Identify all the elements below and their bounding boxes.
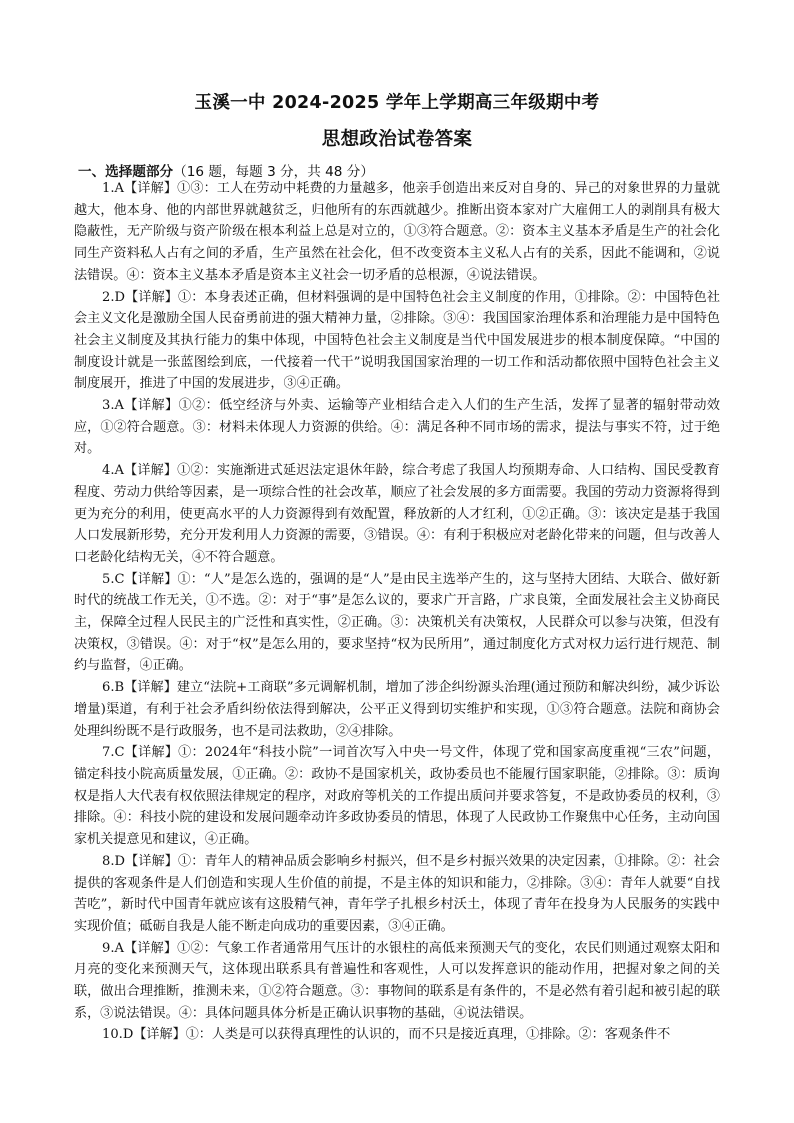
answer-item xyxy=(74,569,720,678)
answer-explanation: 【详解】①：“人”是怎么选的，强调的是“人”是由民主选举产生的，这与坚持大团结、大联合、做好新时代的统战工作无关，①不选。②：对于“事”是怎么议的，要求广开言路，广求良策，全面发展社会主义协商民主，保障全过程人民民主的广泛性和真实性，②正确。③：决策机关有决策权，人民群众可以参与决策，但没有决策权，③错误。④：对于“权”是怎么用的，要求坚持“权为民所用”，通过制度化方式对权力运行进行规范、制约与监督，④正确。 xyxy=(74,571,720,674)
answer-explanation: 【详解】①③：工人在劳动中耗费的力量越多，他亲手创造出来反对自身的、异己的对象世界的力量就越大，他本身、他的内部世界就越贫乏，归他所有的东西就越少。推断出资本家对广大雇佣工人的剥削具有极大隐蔽性，无产阶级与资产阶级在根本利益上总是对立的，①③符合题意。②：资本主义基本矛盾是生产的社会化同生产资料私人占有之间的矛盾，生产虽然在社会化，但不改变资本主义私人占有的关系，因此不能调和，②说法错误。④：资本主义基本矛盾是资本主义社会一切矛盾的总根源，④说法错误。 xyxy=(74,181,720,283)
answer-explanation: 【详解】①：人类是可以获得真理性的认识的，而不只是接近真理，①排除。②：客观条件不 xyxy=(133,1027,671,1043)
document-subtitle: 思想政治试卷答案 xyxy=(321,129,473,150)
answer-explanation: 【详解】建立“法院+工商联”多元调解机制，增加了涉企纠纷源头治理(通过预防和解决纠纷，减少诉讼增量)渠道，有利于社会矛盾纠纷依法得到解决，公平正义得到切实维护和实现，①③符合题意。法院和商协会处理纠纷既不是行政服务，也不是司法救助，②④排除。 xyxy=(74,680,720,739)
answer-number: 2.D xyxy=(102,289,125,305)
answer-item xyxy=(74,1024,720,1046)
answer-explanation: 【详解】①：本身表述正确，但材料强调的是中国特色社会主义制度的作用，①排除。②：中国特色社会主义文化是激励全国人民奋勇前进的强大精神力量，②排除。③④：我国国家治理体系和治理能力是中国特色社会主义制度及其执行能力的集中体现，中国特色社会主义制度是当代中国发展进步的根本制度保障。“中国的制度设计就是一张蓝图绘到底，一代接着一代干”说明我国国家治理的一切工作和活动都依照中国特色社会主义制度展开，推进了中国的发展进步，③④正确。 xyxy=(74,289,720,392)
answer-item xyxy=(74,677,720,742)
answer-item xyxy=(74,178,720,287)
answer-explanation: 【详解】①②：实施渐进式延迟法定退休年龄，综合考虑了我国人均预期寿命、人口结构、国民受教育程度、劳动力供给等因素，是一项综合性的社会改革，顺应了社会发展的多方面需要。我国的劳动力资源将得到更为充分的利用，使更高水平的人力资源得到有效配置，释放新的人才红利，①②正确。③：该决定是基于我国人口发展新形势，充分开发利用人力资源的需要，③错误。④：有利于积极应对老龄化带来的问题，但与改善人口老龄化结构无关，④不符合题意。 xyxy=(74,463,720,565)
answer-number: 8.D xyxy=(102,853,125,869)
answer-item xyxy=(74,395,720,460)
answer-item xyxy=(74,851,720,938)
section-scoring-note: （16 题，每题 3 分，共 48 分） xyxy=(173,164,374,180)
answer-explanation: 【详解】①：青年人的精神品质会影响乡村振兴，但不是乡村振兴效果的决定因素，①排除。②：社会提供的客观条件是人们创造和实现人生价值的前提，不是主体的知识和能力，②排除。③④：青年人就要“自找苦吃”，新时代中国青年就应该有这股精气神，青年学子扎根乡村沃土，体现了青年在投身为人民服务的实践中实现价值；砥砺自我是人能不断走向成功的重要因素，③④正确。 xyxy=(74,853,720,934)
answer-list xyxy=(74,178,720,1046)
document-title: 玉溪一中 2024-2025 学年上学期高三年级期中考 xyxy=(194,93,600,113)
answer-number: 4.A xyxy=(102,463,124,479)
answer-number: 7.C xyxy=(102,745,125,761)
answer-number: 1.A xyxy=(102,181,124,196)
answer-number: 10.D xyxy=(102,1027,134,1043)
answer-explanation: 【详解】①：2024年“科技小院”一词首次写入中央一号文件，体现了党和国家高度重视“三农”问题，锚定科技小院高质量发展，①正确。②：政协不是国家机关，政协委员也不能履行国家职能，②排除。③：质询权是指人大代表有权依照法律规定的程序，对政府等机关的工作提出质问并要求答复，不是政协委员的权利，③排除。④：科技小院的建设和发展问题牵动许多政协委员的情思，体现了人民政协工作聚焦中心任务，主动向国家机关提意见和建议，④正确。 xyxy=(74,745,720,848)
answer-item xyxy=(74,938,720,1025)
answer-number: 9.A xyxy=(102,940,124,956)
answer-item xyxy=(74,287,720,396)
answer-explanation: 【详解】①②：气象工作者通常用气压计的水银柱的高低来预测天气的变化，农民们则通过观察太阳和月亮的变化来预测天气，这体现出联系具有普遍性和客观性，人可以发挥意识的能动作用，把握对象之间的关联，做出合理推断，推测未来，①②符合题意。③：事物间的联系是有条件的，不是必然有着引起和被引起的联系，③说法错误。④：具体问题具体分析是正确认识事物的基础，④说法错误。 xyxy=(74,940,720,1021)
answer-number: 5.C xyxy=(102,571,125,587)
section-heading xyxy=(78,160,374,180)
answer-explanation: 【详解】①②：低空经济与外卖、运输等产业相结合走入人们的生产生活，发挥了显著的辐射带动效应，①②符合题意。③：材料未体现人力资源的供给。④：满足各种不同市场的需求，提法与事实不符，过于绝对。 xyxy=(74,398,720,457)
answer-item xyxy=(74,742,720,851)
answer-number: 6.B xyxy=(102,680,125,696)
answer-item xyxy=(74,460,720,569)
answer-number: 3.A xyxy=(102,398,124,414)
section-heading-text: 一、选择题部分 xyxy=(78,164,174,180)
